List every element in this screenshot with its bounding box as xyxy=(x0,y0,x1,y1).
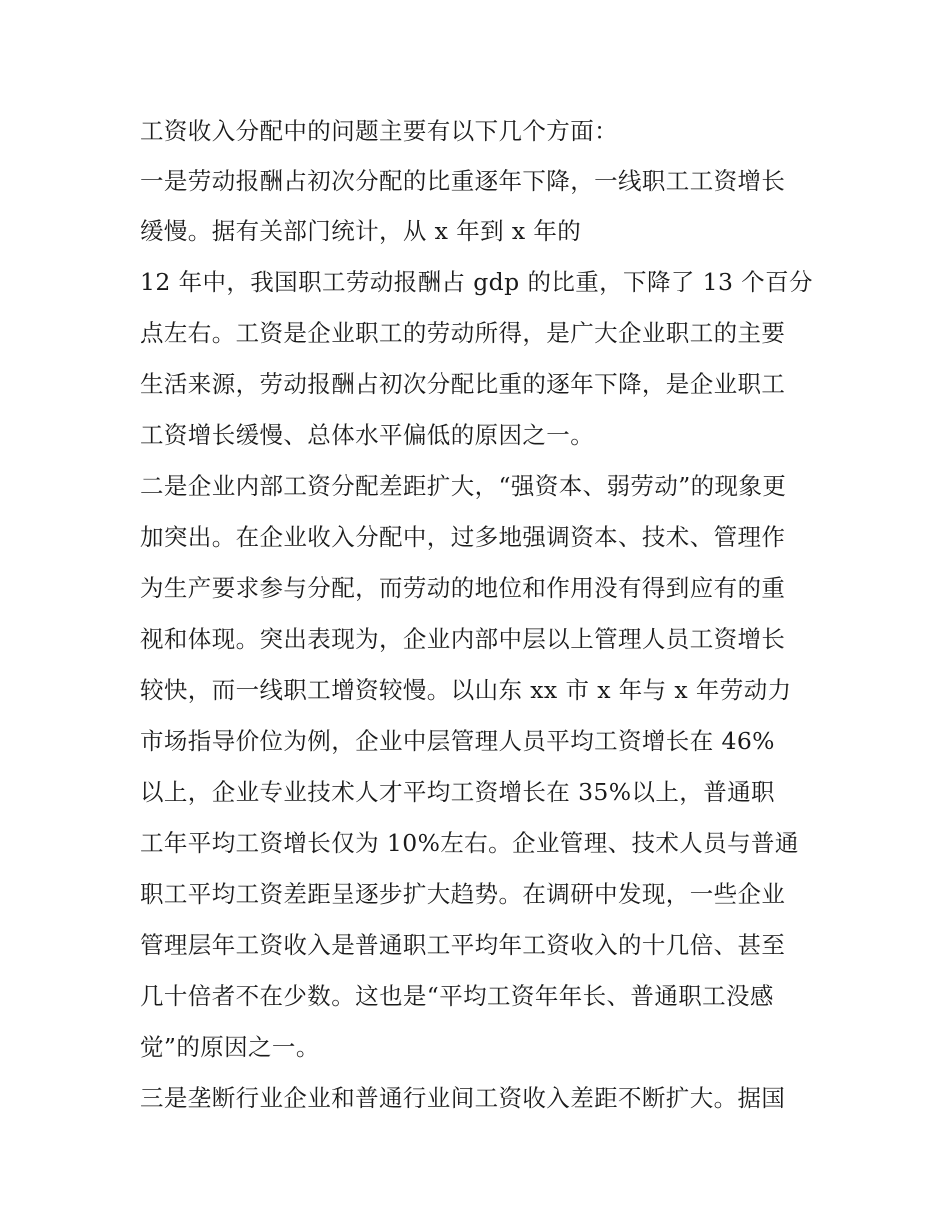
paragraph-line: 12 年中，我国职工劳动报酬占 gdp 的比重，下降了 13 个百分 xyxy=(140,268,813,296)
paragraph-line: 缓慢。据有关部门统计，从 x 年到 x 年的 xyxy=(140,217,582,245)
paragraph-line: 为生产要求参与分配，而劳动的地位和作用没有得到应有的重 xyxy=(140,574,786,602)
paragraph-line: 加突出。在企业收入分配中，过多地强调资本、技术、管理作 xyxy=(140,523,786,551)
paragraph-line: 生活来源，劳动报酬占初次分配比重的逐年下降，是企业职工 xyxy=(140,370,786,398)
paragraph-line: 点左右。工资是企业职工的劳动所得，是广大企业职工的主要 xyxy=(140,319,786,347)
paragraph-line: 觉”的原因之一。 xyxy=(140,1033,320,1061)
paragraph-line: 较快，而一线职工增资较慢。以山东 xx 市 x 年与 x 年劳动力 xyxy=(140,676,792,704)
paragraph-line: 市场指导价位为例，企业中层管理人员平均工资增长在 46% xyxy=(140,727,775,755)
paragraph-line: 管理层年工资收入是普通职工平均年工资收入的十几倍、甚至 xyxy=(140,931,786,959)
paragraph-line: 几十倍者不在少数。这也是“平均工资年年长、普通职工没感 xyxy=(140,982,774,1010)
paragraph-line: 工年平均工资增长仅为 10%左右。企业管理、技术人员与普通 xyxy=(140,829,799,857)
paragraph-line: 三是垄断行业企业和普通行业间工资收入差距不断扩大。据国 xyxy=(140,1084,786,1112)
paragraph-line: 一是劳动报酬占初次分配的比重逐年下降，一线职工工资增长 xyxy=(140,167,786,195)
paragraph-line: 二是企业内部工资分配差距扩大，“强资本、弱劳动”的现象更 xyxy=(140,472,787,500)
paragraph-line: 以上，企业专业技术人才平均工资增长在 35%以上，普通职 xyxy=(140,778,775,806)
paragraph-line: 职工平均工资差距呈逐步扩大趋势。在调研中发现，一些企业 xyxy=(140,880,786,908)
paragraph-line: 工资增长缓慢、总体水平偏低的原因之一。 xyxy=(140,421,595,449)
heading-line: 工资收入分配中的问题主要有以下几个方面： xyxy=(140,117,618,145)
paragraph-line: 视和体现。突出表现为，企业内部中层以上管理人员工资增长 xyxy=(140,625,786,653)
